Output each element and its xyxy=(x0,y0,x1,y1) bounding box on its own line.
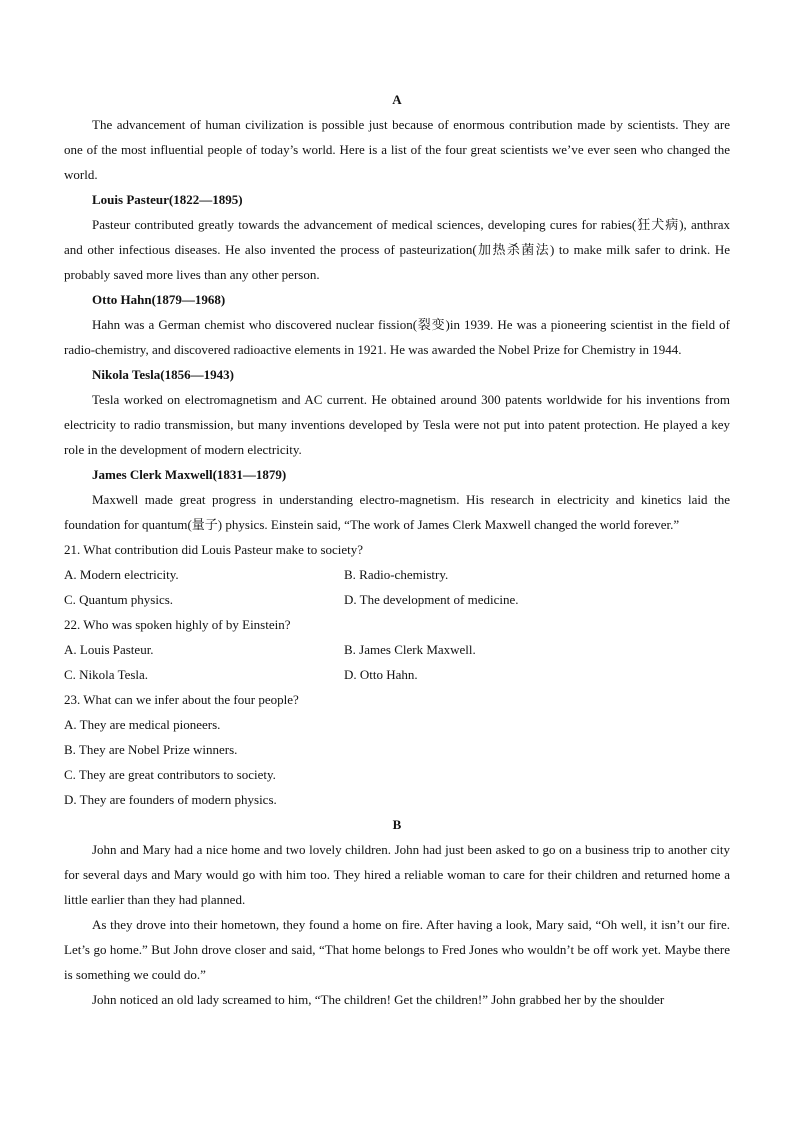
passage-b-label: B xyxy=(392,817,402,832)
scientist-heading-maxwell: James Clerk Maxwell(1831—1879) xyxy=(92,467,287,482)
document-page xyxy=(64,87,730,1012)
scientist-heading-pasteur: Louis Pasteur(1822—1895) xyxy=(92,192,243,207)
passage-a-intro: The advancement of human civilization is possible just because of enormous contribution made by scientists. They are one of the most influential people of today’s world. Here is a list of the four great scientists we’ve ever seen who changed the world. xyxy=(64,117,730,182)
passage-b-paragraph-1: John and Mary had a nice home and two lovely children. John had just been asked to go on a business trip to another city for several days and Mary would go with him too. They hired a reliable woman to care for their children and returned home a little earlier than they had planned. xyxy=(64,842,730,907)
scientist-bio-maxwell: Maxwell made great progress in understanding electro-magnetism. His research in electricity and kinetics laid the foundation for quantum(量子) physics. Einstein said, “The work of James Clerk Maxwell changed the world forever.” xyxy=(64,492,730,532)
scientist-bio-pasteur: Pasteur contributed greatly towards the advancement of medical sciences, developing cures for rabies(狂犬病), anthrax and other infectious diseases. He also invented the process of pasteurization(加热杀菌法) to make milk safer to drink. He probably saved more lives than any other person. xyxy=(64,217,730,282)
question-22-options-row1 xyxy=(64,637,730,662)
question-23-option-a: A. They are medical pioneers. xyxy=(64,717,221,732)
scientist-bio-tesla: Tesla worked on electromagnetism and AC current. He obtained around 300 patents worldwide for his inventions from electricity to radio transmission, but many inventions developed by Tesla were not put into patent protection. He played a key role in the development of modern electricity. xyxy=(64,392,730,457)
question-22-option-b: B. James Clerk Maxwell. xyxy=(344,642,476,657)
question-22-option-c: C. Nikola Tesla. xyxy=(64,667,149,682)
question-22-stem: 22. Who was spoken highly of by Einstein? xyxy=(64,617,291,632)
question-21-stem: 21. What contribution did Louis Pasteur make to society? xyxy=(64,542,364,557)
scientist-heading-hahn: Otto Hahn(1879—1968) xyxy=(92,292,226,307)
question-21-options-row2 xyxy=(64,587,730,612)
question-23-stem: 23. What can we infer about the four people? xyxy=(64,692,299,707)
question-21-option-d: D. The development of medicine. xyxy=(344,592,519,607)
passage-b-paragraph-3: John noticed an old lady screamed to him, “The children! Get the children!” John grabbed her by the shoulder xyxy=(92,992,665,1007)
question-23-option-d: D. They are founders of modern physics. xyxy=(64,792,277,807)
scientist-heading-tesla: Nikola Tesla(1856—1943) xyxy=(92,367,234,382)
question-22-option-a: A. Louis Pasteur. xyxy=(64,642,154,657)
question-23-option-b: B. They are Nobel Prize winners. xyxy=(64,742,238,757)
passage-b-paragraph-2: As they drove into their hometown, they found a home on fire. After having a look, Mary said, “Oh well, it isn’t our fire. Let’s go home.” But John drove closer and said, “That home belongs to Fred Jones who wouldn’t be off work yet. Maybe there is something we could do.” xyxy=(64,917,730,982)
question-22-option-d: D. Otto Hahn. xyxy=(344,667,418,682)
question-21-options-row1 xyxy=(64,562,730,587)
question-22-options-row2 xyxy=(64,662,730,687)
passage-a-label: A xyxy=(392,92,402,107)
question-21-option-c: C. Quantum physics. xyxy=(64,592,174,607)
question-21-option-a: A. Modern electricity. xyxy=(64,567,179,582)
question-23-option-c: C. They are great contributors to society. xyxy=(64,767,276,782)
question-21-option-b: B. Radio-chemistry. xyxy=(344,567,449,582)
scientist-bio-hahn: Hahn was a German chemist who discovered nuclear fission(裂变)in 1939. He was a pioneering scientist in the field of radio-chemistry, and discovered radioactive elements in 1921. He was awarded the Nobel Prize for Chemistry in 1944. xyxy=(64,317,730,357)
